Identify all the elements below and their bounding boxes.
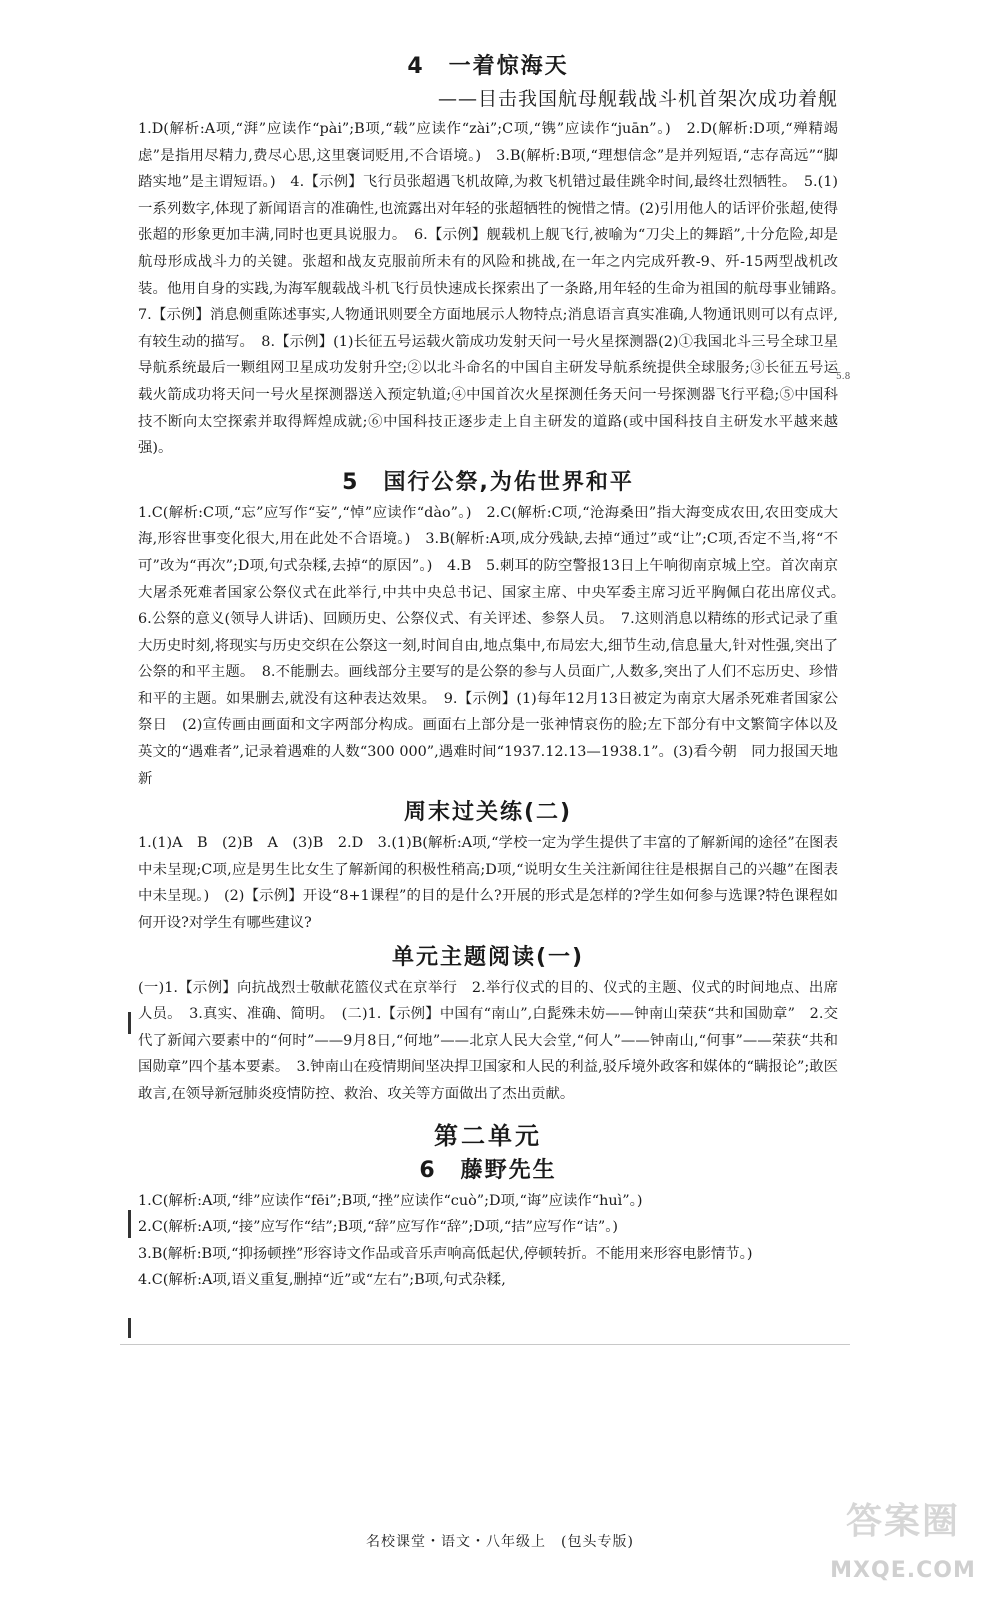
unit-divider-line <box>120 1344 850 1345</box>
margin-mark <box>128 1012 131 1034</box>
lesson-6-answer-4: 4.C(解析:A项,语义重复,删掉“近”或“左右”;B项,句式杂糅, <box>138 1272 506 1289</box>
lesson-4-subtitle: ——目击我国航母舰载战斗机首架次成功着舰 <box>437 88 838 110</box>
unit-theme-reading-1-answers: (一)1.【示例】向抗战烈士敬献花篮仪式在京举行 2.举行仪式的目的、仪式的主题、仪式的时间地点、出席人员。 3.真实、准确、简明。 (二)1.【示例】中国有“南山”,白髭殊未妨——钟南山荣获“共和国勋章” 2.交代了新闻六要素中的“何时”——9月8日,“何地”——北京人民大会堂,“何人”——钟南山,“何事”——荣获“共和国勋章”四个基本要素。 3.钟南山在疫情期间坚决捍卫国家和人民的利益,驳斥境外政客和媒体的“瞒报论”;敢医敢言,在领导新冠肺炎疫情防控、救治、攻关等方面做出了杰出贡献。 <box>138 979 838 1102</box>
lesson-6-title: 6 藤野先生 <box>419 1157 557 1183</box>
margin-mark <box>128 1210 131 1238</box>
watermark-url: MXQE.COM <box>830 1558 976 1583</box>
watermark <box>828 1486 978 1594</box>
lesson-6-answer-3: 3.B(解析:B项,“抑扬顿挫”形容诗文作品或音乐声响高低起伏,停顿转折。不能用来形容电影情节。) <box>138 1245 753 1262</box>
weekend-practice-2-title: 周末过关练(二) <box>403 800 573 826</box>
lesson-4-answers: 1.D(解析:A项,“湃”应读作“pài”;B项,“载”应读作“zài”;C项,“镌”应读作“juān”。) 2.D(解析:D项,“殚精竭虑”是指用尽精力,费尽心思,这里褒词贬用,不合语境。) 3.B(解析:B项,“理想信念”是并列短语,“志存高远”“脚踏实地”是主谓短语。) 4.【示例】飞行员张超遇飞机故障,为救飞机错过最佳跳伞时间,最终壮烈牺牲。 5.(1)一系列数字,体现了新闻语言的准确性,也流露出对年轻的张超牺牲的惋惜之情。(2)引用他人的话评价张超,使得张超的形象更加丰满,同时也更具说服力。 6.【示例】舰载机上舰飞行,被喻为“刀尖上的舞蹈”,十分危险,却是航母形成战斗力的关键。张超和战友克服前所未有的风险和挑战,在一年之内完成歼教-9、歼-15两型战机改装。他用自身的实践,为海军舰载战斗机飞行员快速成长探索出了一条路,用年轻的生命为祖国的航母事业铺路。 7.【示例】消息侧重陈述事实,人物通讯则要全方面地展示人物特点;消息语言真实准确,人物通讯则可以有点评,有较生动的描写。 8.【示例】(1)长征五号运载火箭成功发射天问一号火星探测器(2)①我国北斗三号全球卫星导航系统最后一颗组网卫星成功发射升空;②以北斗命名的中国自主研发导航系统提供全球服务;③长征五号运载火箭成功将天问一号火星探测器送入预定轨道;④中国首次火星探测任务天问一号探测器飞行平稳;⑤中国科技不断向太空探索并取得辉煌成就;⑥中国科技正逐步走上自主研发的道路(或中国科技自主研发水平越来越强)。 <box>138 121 853 457</box>
unit-theme-reading-1-title: 单元主题阅读(一) <box>391 944 585 970</box>
weekend-practice-2-answers: 1.(1)A B (2)B A (3)B 2.D 3.(1)B(解析:A项,“学校一定为学生提供了丰富的了解新闻的途径”在图表中未呈现;C项,应是男生比女生了解新闻的积极性稍高;D项,“说明女生关注新闻往往是根据自己的兴趣”在图表中未呈现。) (2)【示例】开设“8+1课程”的目的是什么?开展的形式是怎样的?学生如何参与选课?特色课程如何开设?对学生有哪些建议? <box>138 835 838 932</box>
lesson-4-title: 4 一着惊海天 <box>407 54 569 79</box>
lesson-5-answers: 1.C(解析:C项,“忘”应写作“妄”,“悼”应读作“dào”。) 2.C(解析:C项,“沧海桑田”指大海变成农田,农田变成大海,形容世事变化很大,用在此处不合语境。) 3.B(解析:A项,成分残缺,去掉“通过”或“让”;C项,否定不当,将“不可”改为“再次”;D项,句式杂糅,去掉“的原因”。) 4.B 5.刺耳的防空警报13日上午响彻南京城上空。首次南京大屠杀死难者国家公祭仪式在此举行,中共中央总书记、国家主席、中央军委主席习近平胸佩白花出席仪式。 6.公祭的意义(领导人讲话)、回顾历史、公祭仪式、有关评述、参祭人员。 7.这则消息以精练的形式记录了重大历史时刻,将现实与历史交织在公祭这一刻,时间自由,地点集中,布局宏大,细节生动,信息量大,针对性强,突出了公祭的和平主题。 8.不能删去。画线部分主要写的是公祭的参与人员面广,人数多,突出了人们不忘历史、珍惜和平的主题。如果删去,就没有这种表达效果。 9.【示例】(1)每年12月13日被定为南京大屠杀死难者国家公祭日 (2)宣传画由画面和文字两部分构成。画面右上部分是一张神情哀伤的脸;左下部分有中文繁简字体以及英文的“遇难者”,记录着遇难的人数“300 000”,遇难时间“1937.12.13—1938.1”。(3)看今朝 同力报国天地新 <box>138 504 853 787</box>
page-footer: 名校课堂・语文・八年级上 (包头专版) <box>366 1534 634 1550</box>
lesson-6-answer-1: 1.C(解析:A项,“绯”应读作“fēi”;B项,“挫”应读作“cuò”;D项,“诲”应读作“huì”。) <box>138 1192 643 1209</box>
margin-note: 5.8 <box>836 372 851 382</box>
lesson-6-answer-2: 2.C(解析:A项,“接”应写作“结”;B项,“辞”应写作“辞”;D项,“拮”应写作“诘”。) <box>138 1219 619 1236</box>
section-lesson-5 <box>138 466 853 793</box>
section-lesson-6 <box>138 1154 838 1294</box>
watermark-logo: 答案圈 <box>845 1501 960 1542</box>
margin-mark <box>128 1318 131 1338</box>
lesson-5-title: 5 国行公祭,为佑世界和平 <box>342 469 634 495</box>
unit-2-heading: 第二单元 <box>434 1121 542 1150</box>
section-weekend-practice-2 <box>138 796 838 936</box>
section-unit-theme-reading-1 <box>138 941 838 1108</box>
